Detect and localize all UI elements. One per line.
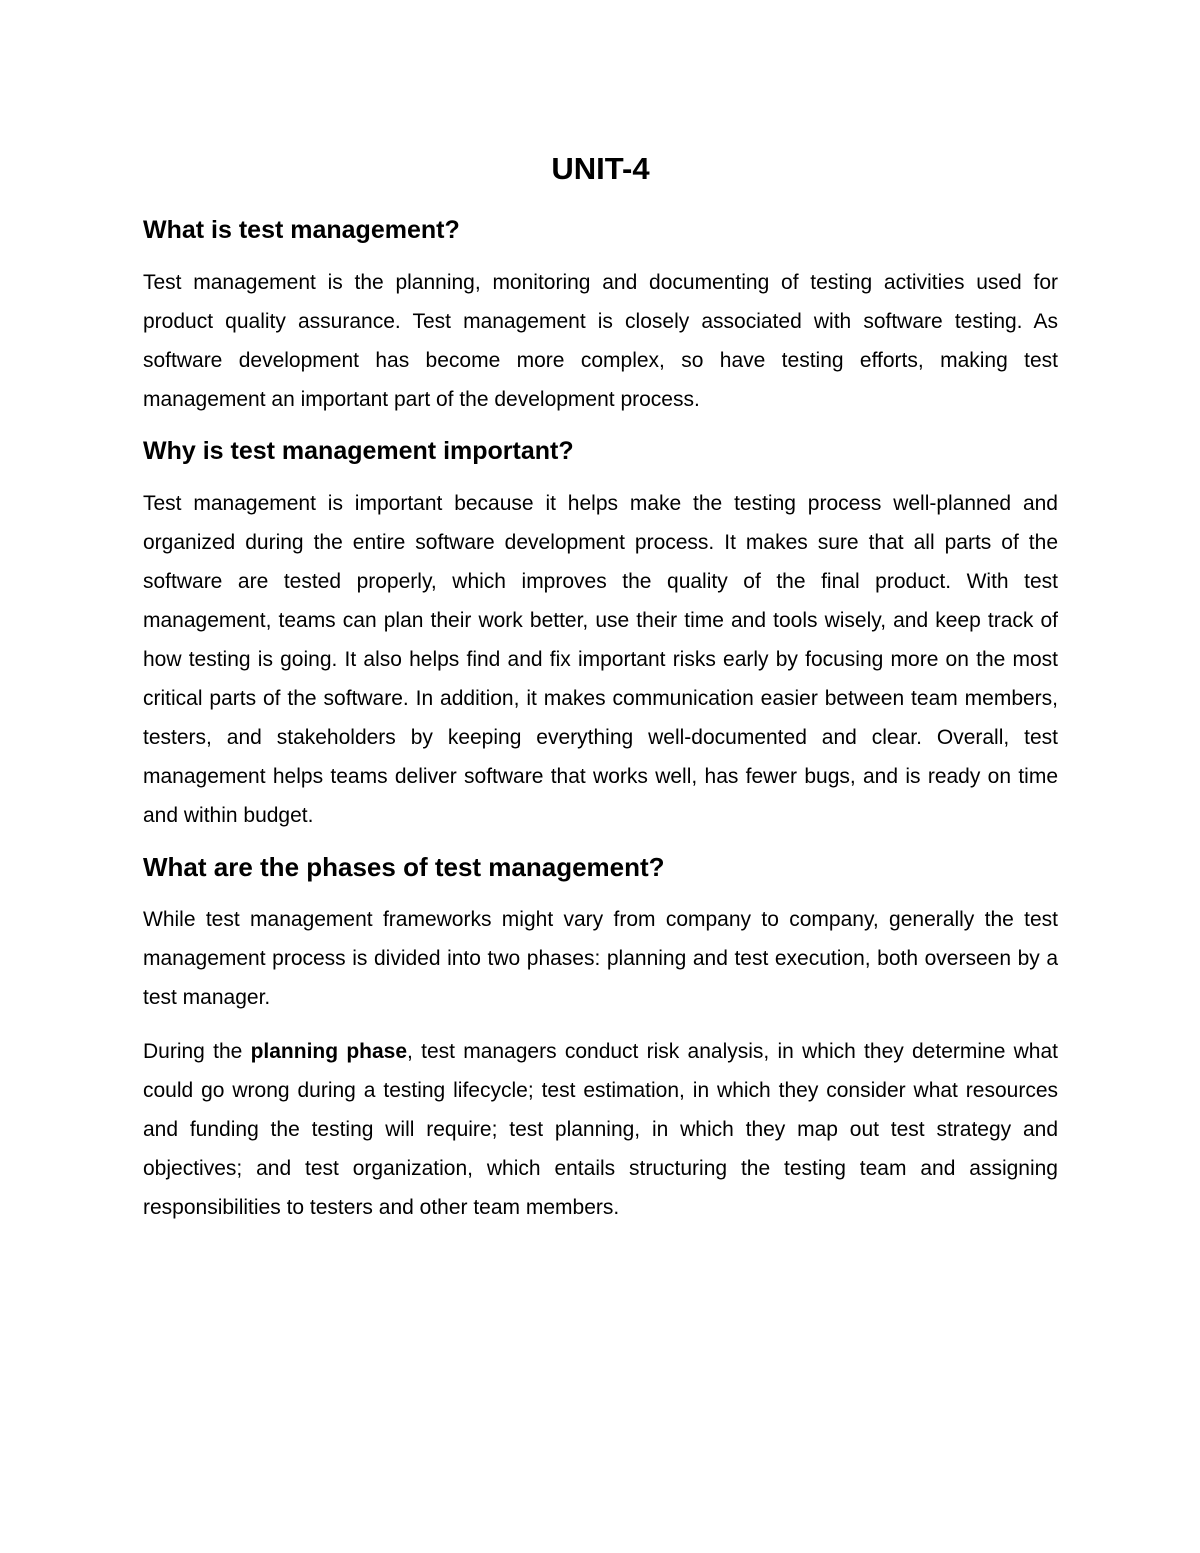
document-title: UNIT-4: [551, 151, 650, 186]
planning-text-after: , test managers conduct risk analysis, in which they determine what could go wrong during a testing lifecycle; test estimation, in which they consider what resources and funding the testing will require; test planning, in which they map out test strategy and objectives; and test organization, which entails structuring the testing team and assigning responsibilities to testers and other team members.: [143, 1040, 1059, 1219]
paragraph-what-is: Test management is the planning, monitoring and documenting of testing activities used for product quality assurance. Test management is closely associated with software testing. As software development has become more complex, so have testing efforts, making test management an important part of the development process.: [143, 271, 1058, 411]
document-page: [143, 145, 1058, 1242]
planning-phase-term: planning phase: [250, 1040, 408, 1063]
paragraph-planning-phase: [143, 1032, 1058, 1227]
planning-text-before: During the: [143, 1040, 251, 1063]
paragraph-why-important: Test management is important because it helps make the testing process well-planned and organized during the entire software development process. It makes sure that all parts of the software are tested properly, which improves the quality of the final product. With test management, teams can plan their work better, use their time and tools wisely, and keep track of how testing is going. It also helps find and fix important risks early by focusing more on the most critical parts of the software. In addition, it makes communication easier between team members, testers, and stakeholders by keeping everything well-documented and clear. Overall, test management helps teams deliver software that works well, has fewer bugs, and is ready on time and within budget.: [143, 492, 1058, 827]
section-heading-what-is: What is test management?: [143, 216, 460, 244]
section-heading-why-important: Why is test management important?: [143, 437, 574, 465]
paragraph-phases-intro: While test management frameworks might vary from company to company, generally the test management process is divided into two phases: planning and test execution, both overseen by a test manager.: [143, 908, 1058, 1009]
section-heading-phases: What are the phases of test management?: [143, 852, 665, 882]
